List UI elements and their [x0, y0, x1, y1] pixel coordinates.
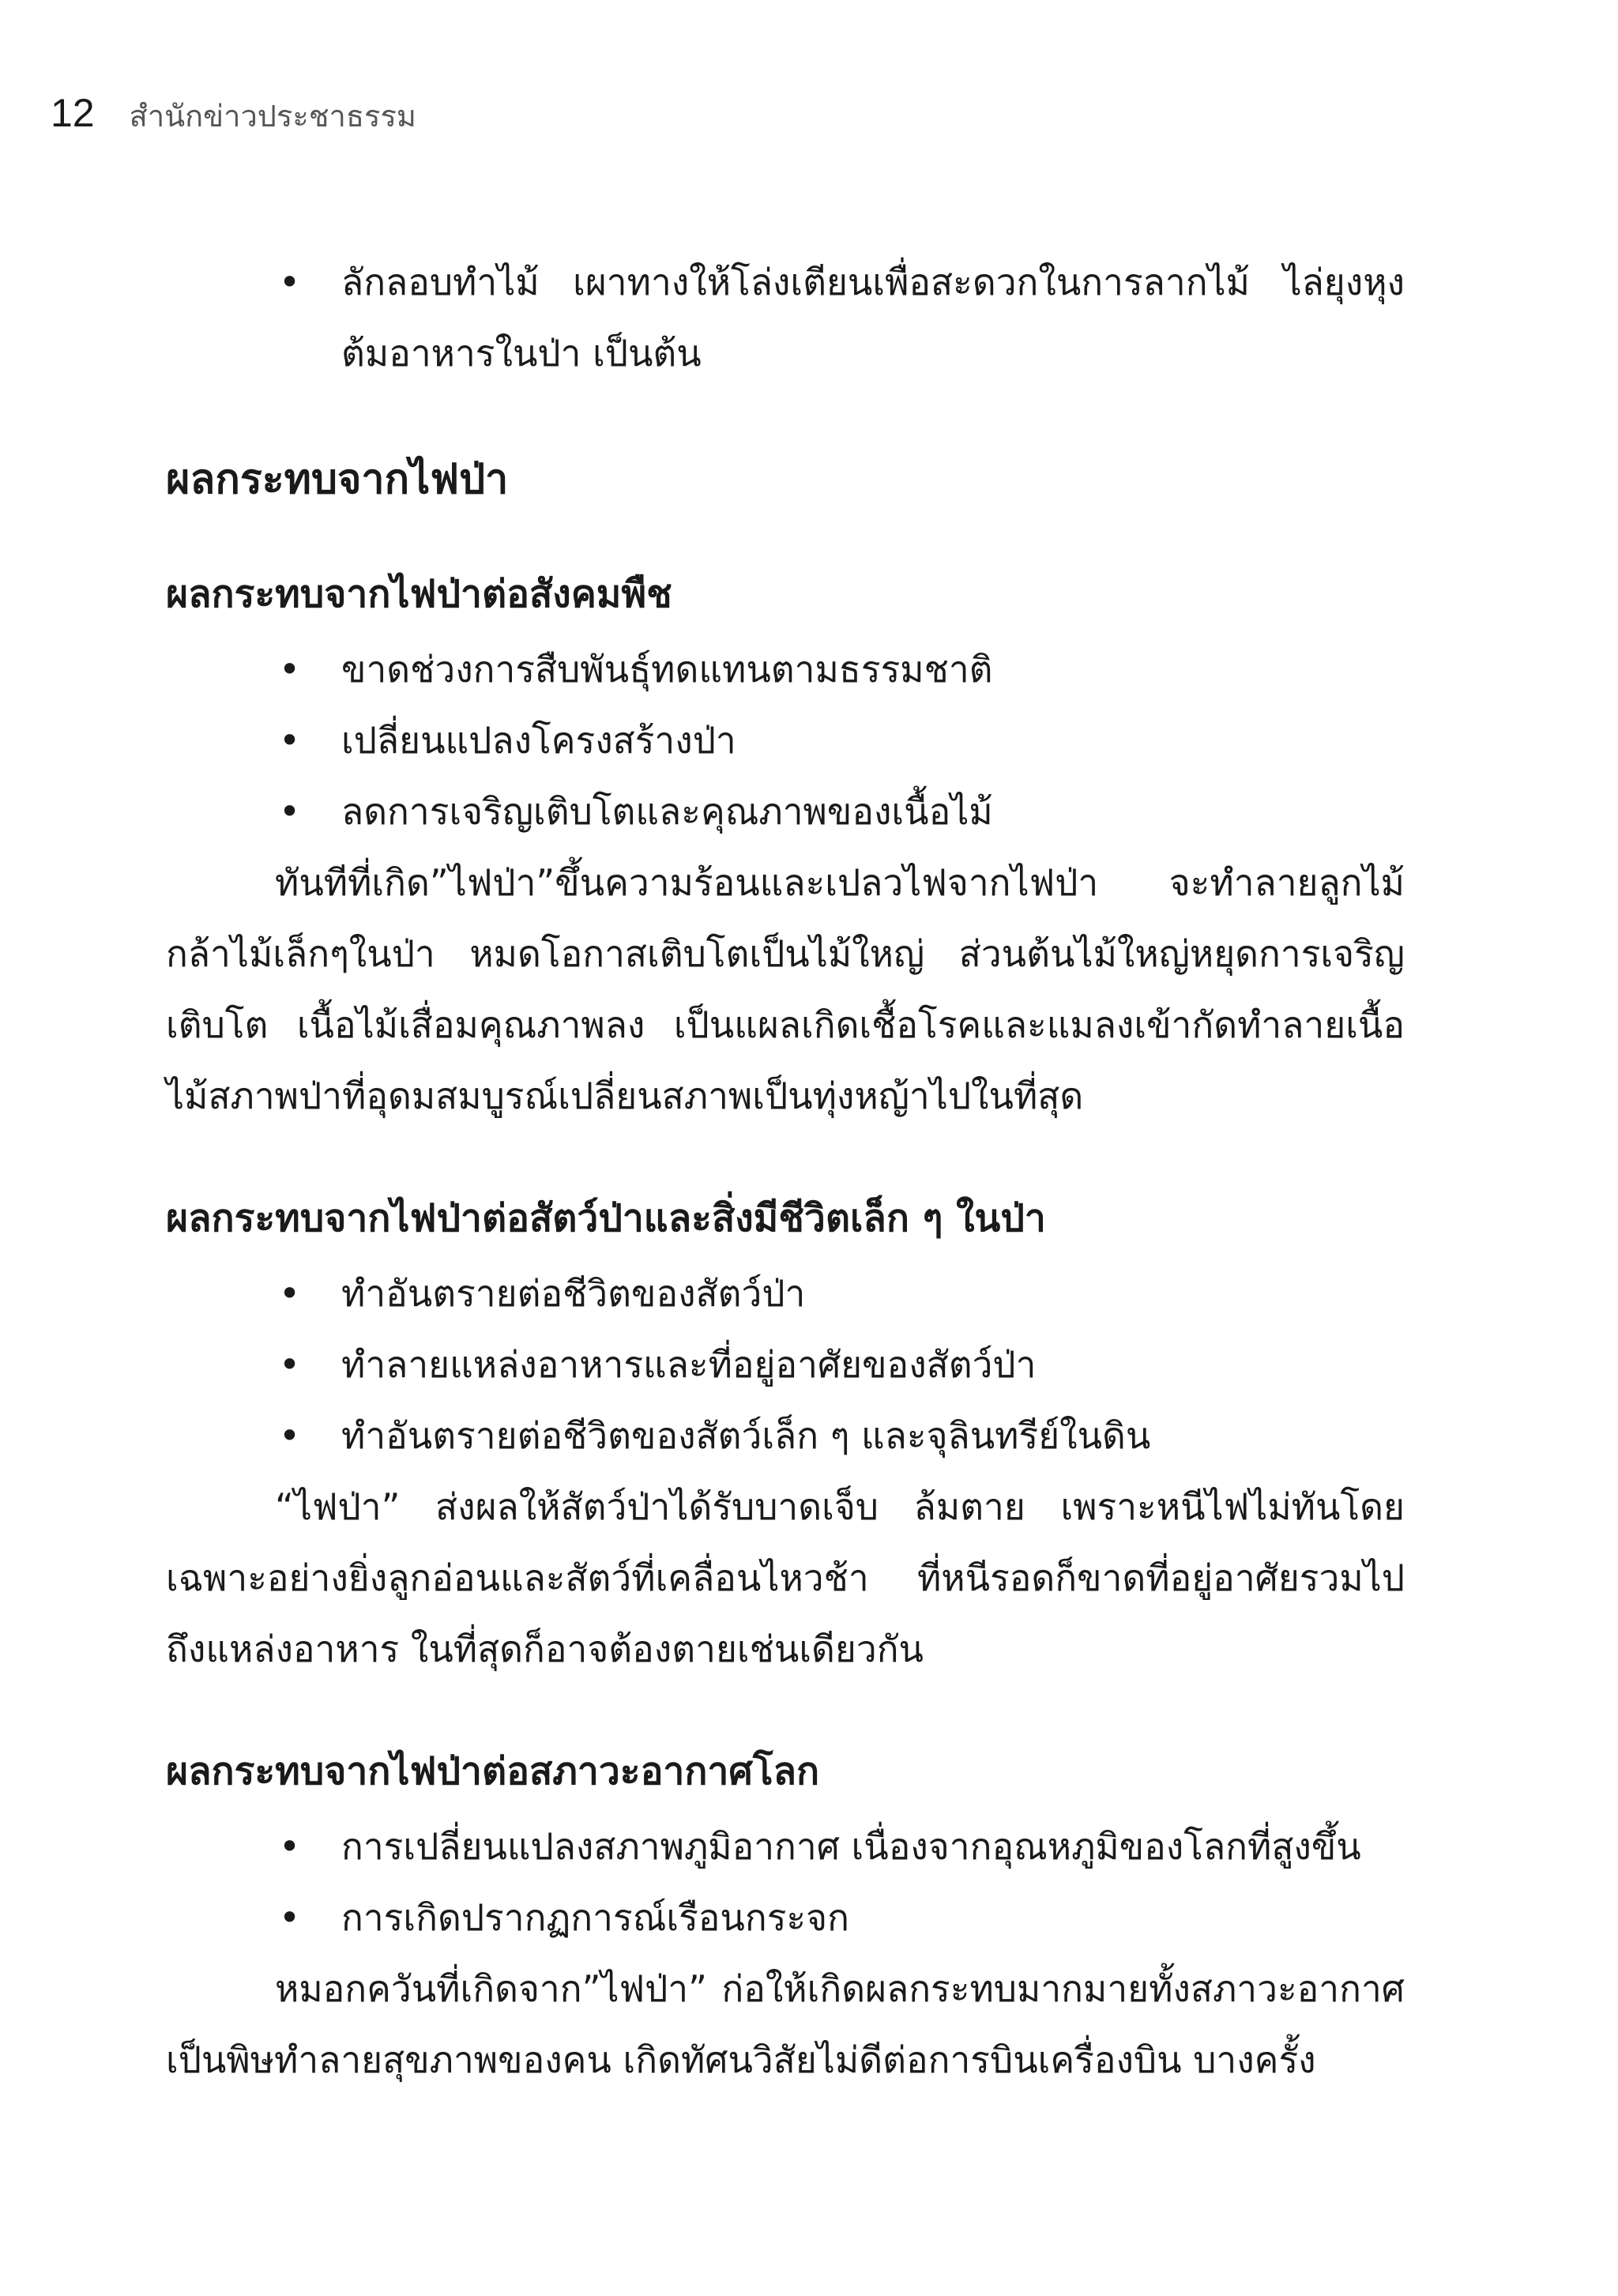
bullet-list-wildlife [166, 1258, 1405, 1471]
bullet-list-plants [166, 634, 1405, 847]
bullet-list-climate [166, 1811, 1405, 1953]
list-item: • ลดการเจริญเติบโตและคุณภาพของเนื้อไม้ [166, 776, 1405, 847]
list-item: • ทำอันตรายต่อชีวิตของสัตว์ป่า [166, 1258, 1405, 1329]
paragraph-wildlife: “ไฟป่า” ส่งผลให้สัตว์ป่าได้รับบาดเจ็บ ล้มตาย เพราะหนีไฟไม่ทันโดยเฉพาะอย่างยิ่งลูกอ่อนและสัตว์ที่เคลื่อนไหวช้า ที่หนีรอดก็ขาดที่อยู่อาศัยรวมไปถึงแหล่งอาหาร ในที่สุดก็อาจต้องตายเช่นเดียวกัน [166, 1485, 1405, 1670]
list-item: • ลักลอบทำไม้ เผาทางให้โล่งเตียนเพื่อสะดวกในการลากไม้ ไล่ยุงหุงต้มอาหารในป่า เป็นต้น [166, 247, 1405, 389]
list-item: • เปลี่ยนแปลงโครงสร้างป่า [166, 705, 1405, 776]
running-header [51, 93, 416, 133]
paragraph-climate: หมอกควันที่เกิดจาก”ไฟป่า” ก่อให้เกิดผลกระทบมากมายทั้งสภาวะอากาศเป็นพิษทำลายสุขภาพของคน เกิดทัศนวิสัยไม่ดีต่อการบินเครื่องบิน บางครั้ง [166, 1967, 1405, 2081]
page-number: 12 [51, 91, 95, 135]
chapter-heading: ผลกระทบจากไฟป่า [166, 455, 509, 503]
list-item: • ทำอันตรายต่อชีวิตของสัตว์เล็ก ๆ และจุลินทรีย์ในดิน [166, 1400, 1405, 1471]
list-item: • การเปลี่ยนแปลงสภาพภูมิอากาศ เนื่องจากอุณหภูมิของโลกที่สูงขึ้น [166, 1811, 1405, 1882]
list-item: • การเกิดปรากฏการณ์เรือนกระจก [166, 1882, 1405, 1953]
section-heading-climate: ผลกระทบจากไฟป่าต่อสภาวะอากาศโลก [166, 1749, 820, 1794]
intro-bullet-list [166, 247, 1405, 389]
paragraph-plants: ทันทีที่เกิด”ไฟป่า”ขึ้นความร้อนและเปลวไฟจากไฟป่า จะทำลายลูกไม้กล้าไม้เล็กๆในป่า หมดโอกาสเติบโตเป็นไม้ใหญ่ ส่วนต้นไม้ใหญ่หยุดการเจริญเติบโต เนื้อไม้เสื่อมคุณภาพลง เป็นแผลเกิดเชื้อโรคและแมลงเข้ากัดทำลายเนื้อไม้สภาพป่าที่อุดมสมบูรณ์เปลี่ยนสภาพเป็นทุ่งหญ้าไปในที่สุด [166, 861, 1405, 1117]
list-item: • ทำลายแหล่งอาหารและที่อยู่อาศัยของสัตว์ป่า [166, 1329, 1405, 1400]
section-heading-wildlife: ผลกระทบจากไฟป่าต่อสัตว์ป่าและสิ่งมีชีวิตเล็ก ๆ ในป่า [166, 1196, 1046, 1240]
section-heading-plants: ผลกระทบจากไฟป่าต่อสังคมพืช [166, 572, 672, 616]
body-text [166, 247, 1405, 2095]
publisher-name: สำนักข่าวประชาธรรม [129, 99, 416, 134]
list-item: • ขาดช่วงการสืบพันธุ์ทดแทนตามธรรมชาติ [166, 634, 1405, 705]
